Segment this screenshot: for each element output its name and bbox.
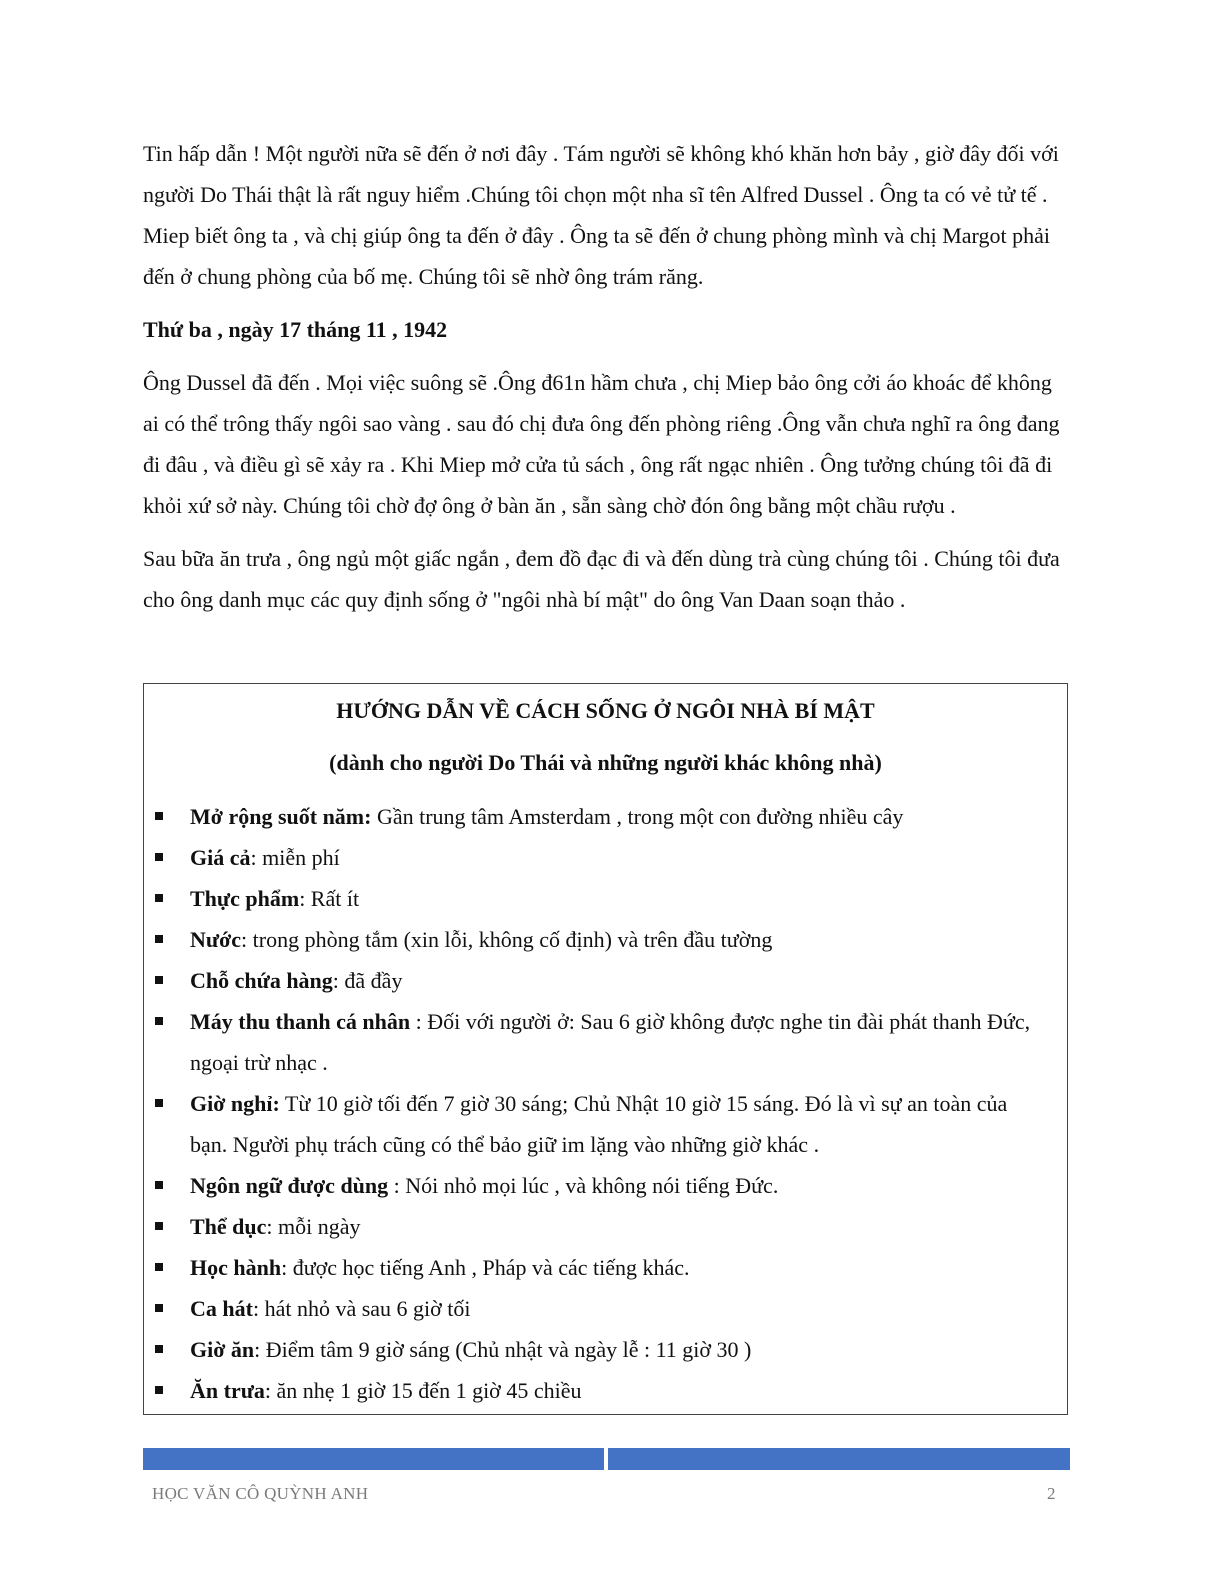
square-bullet-icon	[155, 1017, 163, 1025]
paragraph-dussel-arrival: Ông Dussel đã đến . Mọi việc suông sẽ .Ông đ61n hầm chưa , chị Miep bảo ông cởi áo khoác để không ai có thể trông thấy ngôi sao vàng . sau đó chị đưa ông đến phòng riêng .Ông vẫn chưa nghĩ ra ông đang đi đâu , và điều gì sẽ xảy ra . Khi Miep mở cửa tủ sách , ông rất ngạc nhiên . Ông tưởng chúng tôi đã đi khỏi xứ sở này. Chúng tôi chờ đợ ông ở bàn ăn , sẵn sàng chờ đón ông bằng một chầu rượu .	[143, 370, 1060, 518]
square-bullet-icon	[155, 894, 163, 902]
list-item	[144, 1206, 1047, 1247]
square-bullet-icon	[155, 812, 163, 820]
footer-bar-segment	[608, 1448, 1070, 1470]
rules-box-subtitle: (dành cho người Do Thái và những người khác không nhà)	[329, 750, 882, 775]
square-bullet-icon	[155, 853, 163, 861]
square-bullet-icon	[155, 1304, 163, 1312]
rule-text: : được học tiếng Anh , Pháp và các tiếng khác.	[281, 1255, 690, 1280]
paragraph-after-lunch: Sau bữa ăn trưa , ông ngủ một giấc ngắn , đem đồ đạc đi và đến dùng trà cùng chúng tôi . Chúng tôi đưa cho ông danh mục các quy định sống ở "ngôi nhà bí mật" do ông Van Daan soạn thảo .	[143, 546, 1060, 612]
square-bullet-icon	[155, 1263, 163, 1271]
footer-text: HỌC VĂN CÔ QUỲNH ANH	[152, 1484, 369, 1503]
rule-text: : ăn nhẹ 1 giờ 15 đến 1 giờ 45 chiều	[264, 1378, 582, 1403]
rule-label: Thực phẩm	[190, 886, 300, 911]
rule-text: : hát nhỏ và sau 6 giờ tối	[252, 1296, 471, 1321]
list-item	[144, 919, 1047, 960]
rule-text: Gần trung tâm Amsterdam , trong một con đường nhiều cây	[371, 804, 904, 829]
list-item	[144, 796, 1047, 837]
list-item	[144, 960, 1047, 1001]
square-bullet-icon	[155, 1099, 163, 1107]
rule-text: : miễn phí	[250, 845, 340, 870]
rules-box-title: HƯỚNG DẪN VỀ CÁCH SỐNG Ở NGÔI NHÀ BÍ MẬT	[336, 698, 875, 723]
rule-text: : Nói nhỏ mọi lúc , và không nói tiếng Đức.	[388, 1173, 779, 1198]
square-bullet-icon	[155, 1181, 163, 1189]
list-item	[144, 837, 1047, 878]
square-bullet-icon	[155, 976, 163, 984]
rule-label: Ăn trưa	[190, 1378, 265, 1403]
rule-label: Ca hát	[190, 1296, 253, 1321]
rule-text: : trong phòng tắm (xin lỗi, không cố định) và trên đầu tường	[241, 927, 773, 952]
rule-label: Học hành	[190, 1255, 282, 1280]
document-body	[143, 133, 1070, 632]
list-item	[144, 1001, 1047, 1083]
list-item	[144, 1288, 1047, 1329]
page-number: 2	[1047, 1484, 1056, 1503]
footer-bar-segment	[143, 1448, 604, 1470]
rule-label: Máy thu thanh cá nhân	[190, 1009, 411, 1034]
rule-label: Giờ ăn	[190, 1337, 255, 1362]
list-item	[144, 1370, 1047, 1411]
square-bullet-icon	[155, 935, 163, 943]
rule-label: Nước	[190, 927, 242, 952]
rule-text: : đã đầy	[332, 968, 403, 993]
rule-text: : Điểm tâm 9 giờ sáng (Chủ nhật và ngày lễ : 11 giờ 30 )	[254, 1337, 752, 1362]
list-item	[144, 1165, 1047, 1206]
rule-label: Thể dục	[190, 1214, 267, 1239]
square-bullet-icon	[155, 1386, 163, 1394]
rule-text: : Đối với người ở: Sau 6 giờ không được nghe tin đài phát thanh Đức, ngoại trừ nhạc .	[190, 1009, 1031, 1075]
date-heading: Thứ ba , ngày 17 tháng 11 , 1942	[143, 317, 448, 342]
rule-text: Từ 10 giờ tối đến 7 giờ 30 sáng; Chủ Nhật 10 giờ 15 sáng. Đó là vì sự an toàn của bạn. Người phụ trách cũng có thể bảo giữ im lặng vào những giờ khác .	[190, 1091, 1008, 1157]
rule-text: : Rất ít	[299, 886, 360, 911]
rules-box	[143, 683, 1068, 1415]
list-item	[144, 1329, 1047, 1370]
square-bullet-icon	[155, 1222, 163, 1230]
rule-label: Giá cả	[190, 845, 251, 870]
rule-label: Chỗ chứa hàng	[190, 968, 333, 993]
rule-text: : mỗi ngày	[266, 1214, 361, 1239]
list-item	[144, 1083, 1047, 1165]
rule-label: Mở rộng suốt năm:	[190, 804, 372, 829]
list-item	[144, 878, 1047, 919]
rules-list	[144, 796, 1047, 1411]
footer-bar	[143, 1448, 1070, 1470]
square-bullet-icon	[155, 1345, 163, 1353]
list-item	[144, 1247, 1047, 1288]
rule-label: Ngôn ngữ được dùng	[190, 1173, 389, 1198]
paragraph-intro: Tin hấp dẫn ! Một người nữa sẽ đến ở nơi đây . Tám người sẽ không khó khăn hơn bảy , giờ đây đối với người Do Thái thật là rất nguy hiểm .Chúng tôi chọn một nha sĩ tên Alfred Dussel . Ông ta có vẻ tử tế . Miep biết ông ta , và chị giúp ông ta đến ở đây . Ông ta sẽ đến ở chung phòng mình và chị Margot phải đến ở chung phòng của bố mẹ. Chúng tôi sẽ nhờ ông trám răng.	[143, 141, 1059, 289]
rule-label: Giờ nghỉ:	[190, 1091, 280, 1116]
